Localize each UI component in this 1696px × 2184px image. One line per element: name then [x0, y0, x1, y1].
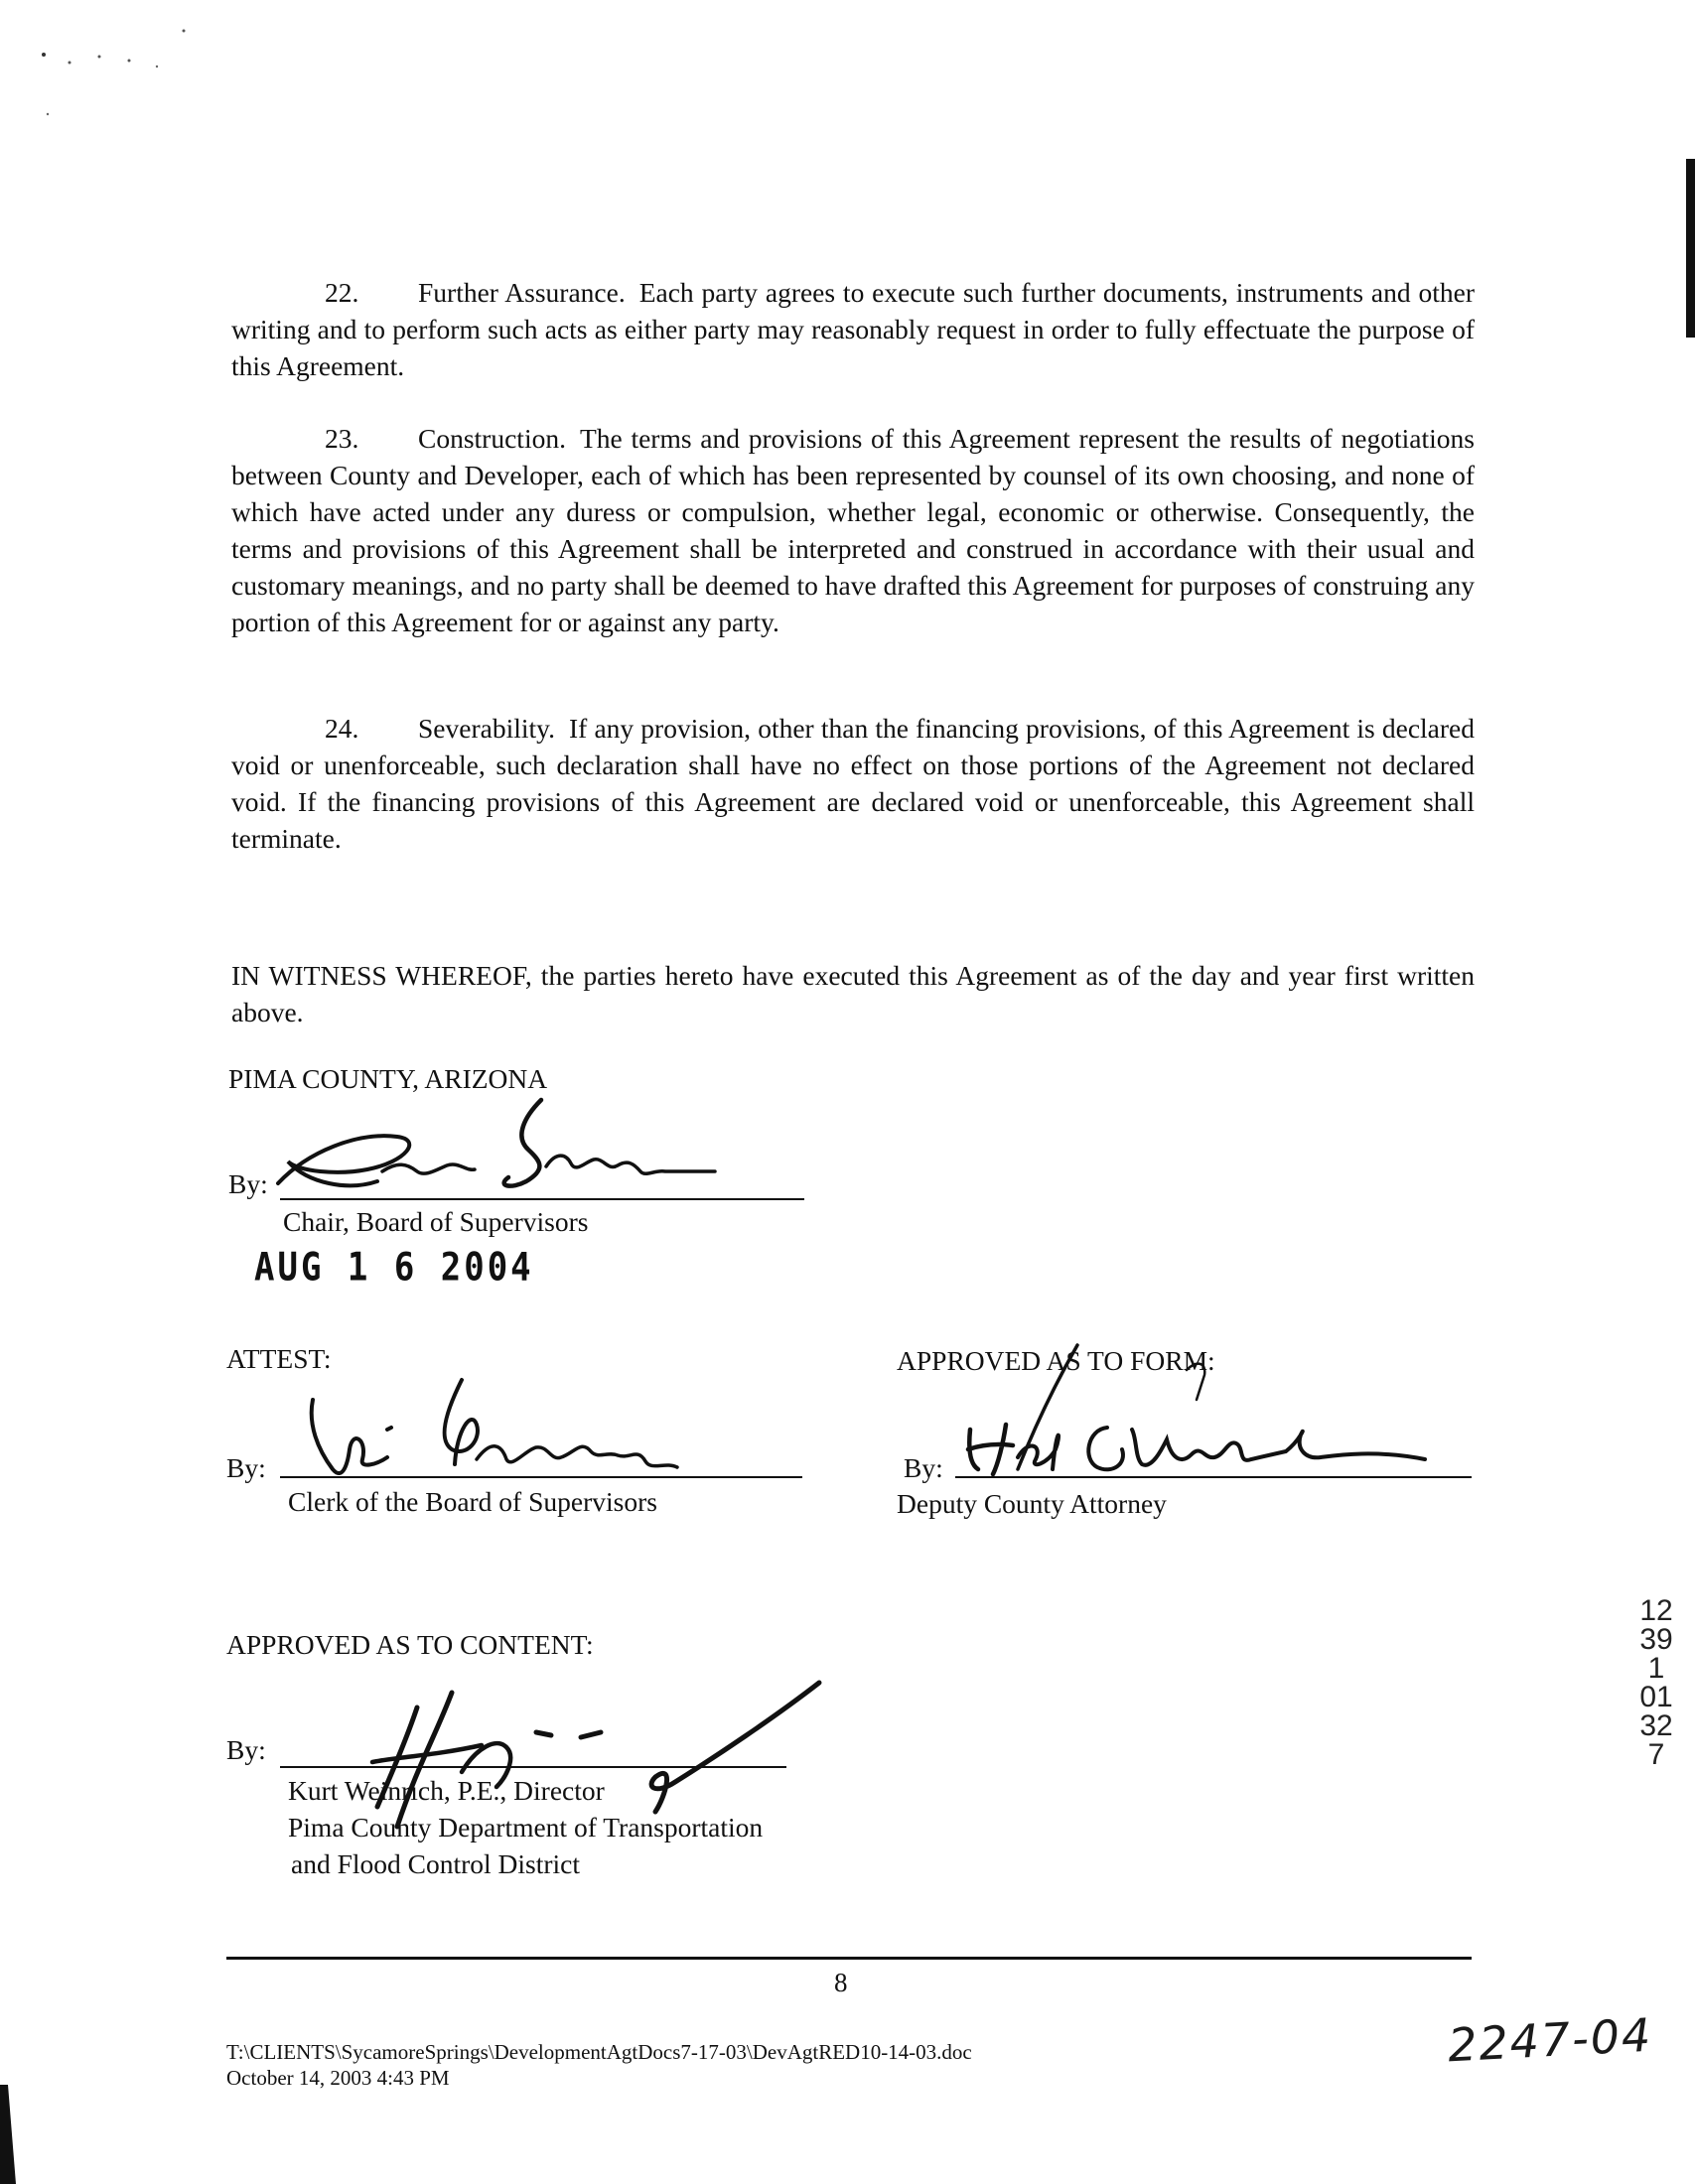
- attest-by-label: By:: [226, 1452, 266, 1483]
- footer-timestamp: October 14, 2003 4:43 PM: [226, 2066, 450, 2090]
- content-department-line2: and Flood Control District: [291, 1848, 581, 1879]
- content-by-label: By:: [226, 1734, 266, 1765]
- county-party: PIMA COUNTY, ARIZONA: [228, 1063, 548, 1094]
- section-23-heading: Construction.: [418, 423, 566, 454]
- section-23-number: 23.: [325, 423, 359, 454]
- form-signature: [958, 1340, 1455, 1489]
- attest-heading: ATTEST:: [226, 1343, 332, 1374]
- handwritten-doc-id: 2247-04: [1446, 2007, 1654, 2073]
- county-by-label: By:: [228, 1168, 268, 1199]
- footer-rule: [226, 1957, 1472, 1960]
- section-23: [231, 420, 1475, 640]
- content-heading: APPROVED AS TO CONTENT:: [226, 1629, 594, 1660]
- form-by-label: By:: [904, 1452, 943, 1483]
- page-number: 8: [834, 1968, 848, 1997]
- content-signer-name: Kurt Weinrich, P.E., Director: [288, 1775, 605, 1806]
- witness-clause: IN WITNESS WHEREOF, the parties hereto have executed this Agreement as of the day and year first written above.: [231, 960, 1475, 1027]
- section-22-number: 22.: [325, 277, 359, 308]
- date-received-stamp: AUG 1 6 2004: [254, 1245, 534, 1291]
- form-heading: APPROVED AS TO FORM:: [897, 1345, 1215, 1376]
- scan-speck-marks: [30, 25, 199, 134]
- footer-file-path: T:\CLIENTS\SycamoreSprings\DevelopmentAgtDocs7-17-03\DevAgtRED10-14-03.doc: [226, 2040, 972, 2064]
- section-23-text: The terms and provisions of this Agreement represent the results of negotiations between County and Developer, each of which has been represented by counsel of its own choosing, and none of which have acted under any duress or compulsion, whether legal, economic or otherwise. Consequently, the terms and provisions of this Agreement shall be interpreted and construed in accordance with their usual and customary meanings, and no party shall be deemed to have drafted this Agreement for purposes of construing any portion of this Agreement for or against any party.: [231, 423, 1475, 637]
- section-24-number: 24.: [325, 713, 359, 744]
- section-24-heading: Severability.: [418, 713, 555, 744]
- attest-signature: [288, 1370, 705, 1489]
- section-24-text: If any provision, other than the financing provisions, of this Agreement is declared void or unenforceable, such declaration shall have no effect on those portions of the Agreement not declared void. If the financing provisions of this Agreement are declared void or unenforceable, this Agreement shall terminate.: [231, 713, 1475, 854]
- section-22-heading: Further Assurance.: [418, 277, 626, 308]
- section-22: [231, 274, 1475, 384]
- scan-edge-bar-left: [0, 2085, 30, 2184]
- scan-edge-bar-right: [1682, 159, 1696, 338]
- form-signer-title: Deputy County Attorney: [897, 1488, 1167, 1519]
- content-department-line1: Pima County Department of Transportation: [288, 1812, 764, 1843]
- county-signature: [248, 1092, 725, 1201]
- attest-signer-title: Clerk of the Board of Supervisors: [288, 1486, 657, 1517]
- section-24: [231, 710, 1475, 857]
- county-signer-title: Chair, Board of Supervisors: [283, 1206, 589, 1237]
- recording-number: 12391 01327: [1639, 1594, 1673, 1771]
- section-22-text: Each party agrees to execute such further documents, instruments and other writing and to perform such acts as either party may reasonably request in order to fully effectuate the purpose of this Agreement.: [231, 277, 1475, 381]
